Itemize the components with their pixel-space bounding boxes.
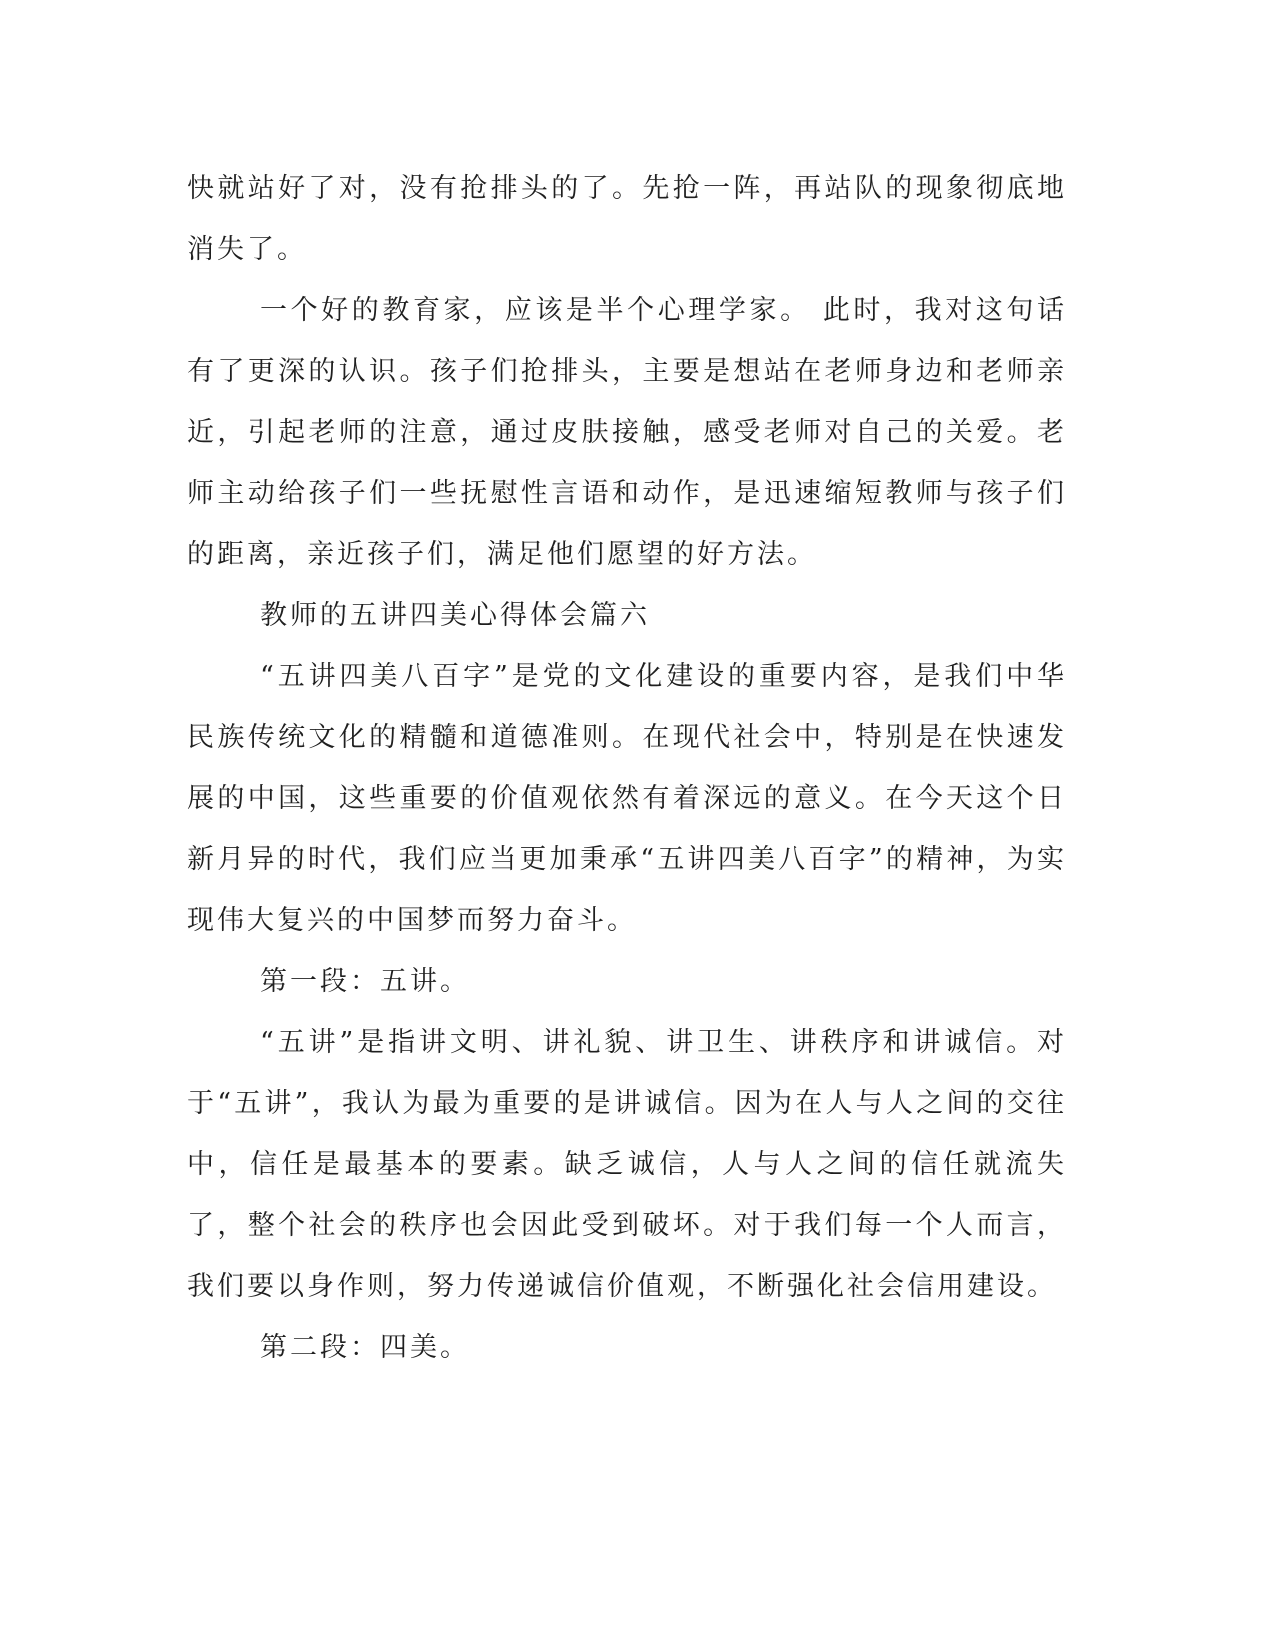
paragraph-continuation: 快就站好了对，没有抢排头的了。先抢一阵，再站队的现象彻底地消失了。	[187, 173, 1067, 265]
paragraph-five-stresses: “五讲”是指讲文明、讲礼貌、讲卫生、讲秩序和讲诚信。对于“五讲”，我认为最为重要的是讲诚信。因为在人与人之间的交往中，信任是最基本的要素。缺乏诚信，人与人之间的信任就流失了，整个社会的秩序也会因此受到破坏。对于我们每一个人而言，我们要以身作则，努力传递诚信价值观，不断强化社会信用建设。	[187, 1027, 1067, 1302]
paragraph-educator-psychologist: 一个好的教育家，应该是半个心理学家。 此时，我对这句话有了更深的认识。孩子们抢排头，主要是想站在老师身边和老师亲近，引起老师的注意，通过皮肤接触，感受老师对自己的关爱。老师主动给孩子们一些抚慰性言语和动作，是迅速缩短教师与孩子们的距离，亲近孩子们，满足他们愿望的好方法。	[187, 295, 1067, 570]
paragraph-intro: “五讲四美八百字”是党的文化建设的重要内容，是我们中华民族传统文化的精髓和道德准则。在现代社会中，特别是在快速发展的中国，这些重要的价值观依然有着深远的意义。在今天这个日新月异的时代，我们应当更加秉承“五讲四美八百字”的精神，为实现伟大复兴的中国梦而努力奋斗。	[187, 661, 1067, 936]
document-body	[187, 158, 1067, 1378]
subheading-part-one: 第一段：五讲。	[260, 966, 470, 997]
subheading-part-two: 第二段：四美。	[260, 1332, 470, 1363]
section-heading: 教师的五讲四美心得体会篇六	[260, 600, 650, 631]
